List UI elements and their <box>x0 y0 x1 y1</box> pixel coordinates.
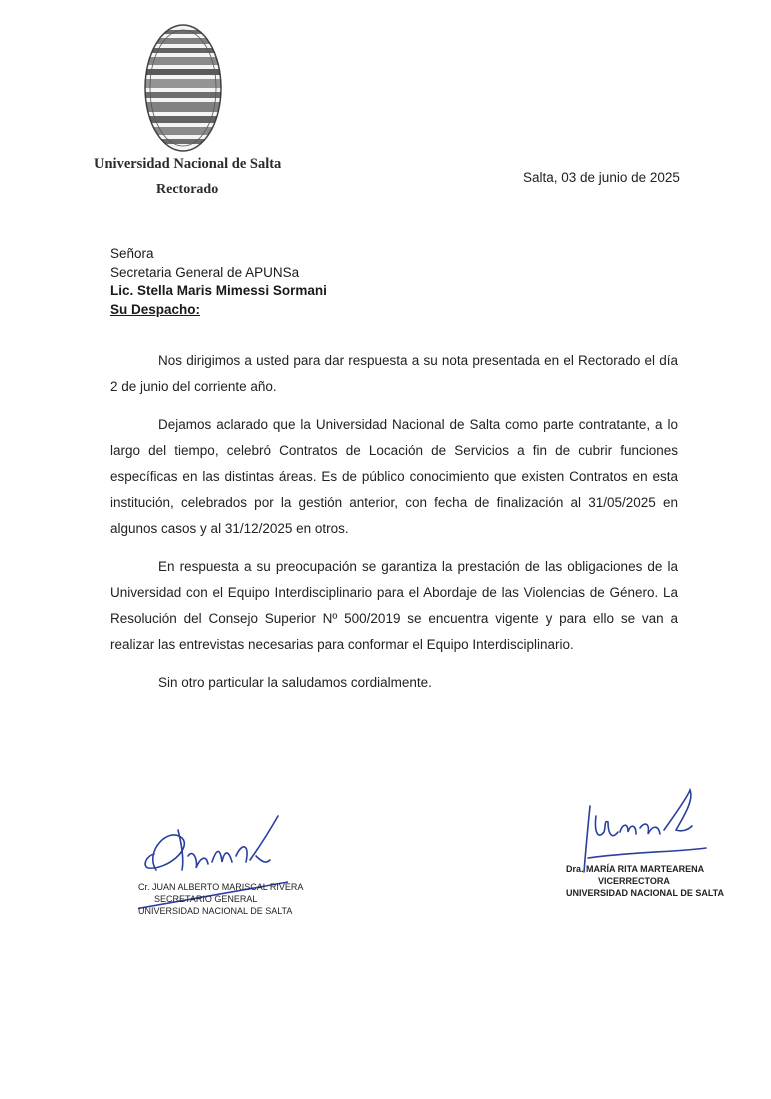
office-name: Rectorado <box>156 182 219 197</box>
signer-title-right: VICERRECTORA <box>598 876 670 886</box>
university-name: Universidad Nacional de Salta <box>94 156 282 172</box>
paragraph: Sin otro particular la saludamos cordialmente. <box>158 675 432 690</box>
letter-date: Salta, 03 de junio de 2025 <box>523 170 680 185</box>
signer-institution-left: UNIVERSIDAD NACIONAL DE SALTA <box>138 906 293 916</box>
addressee-name: Lic. Stella Maris Mimessi Sormani <box>110 283 327 298</box>
addressee-position: Secretaria General de APUNSa <box>110 264 300 280</box>
su-despacho: Su Despacho: <box>110 301 201 317</box>
salutation: Señora <box>110 246 154 261</box>
paragraph: En respuesta a su preocupación se garantiza la prestación de las obligaciones de la Universidad con el Equipo Interdisciplinario para el Abordaje de las Violencias de Género. La Resolución del Consejo Superior Nº 500/2019 se encuentra vigente y para ello se van a realizar las entrevistas necesarias para conformar el Equipo Interdisciplinario. <box>110 559 678 652</box>
paragraph: Dejamos aclarado que la Universidad Nacional de Salta como parte contratante, a lo largo del tiempo, celebró Contratos de Locación de Servicios a fin de cubrir funciones específicas en las distintas áreas. Es de público conocimiento que existen Contratos en esta institución, celebrados por la gestión anterior, con fecha de finalización al 31/05/2025 en algunos casos y al 31/12/2025 en otros. <box>110 417 678 536</box>
signer-institution-right: UNIVERSIDAD NACIONAL DE SALTA <box>566 888 725 898</box>
handwritten-signature-right <box>578 786 708 876</box>
paragraph: Nos dirigimos a usted para dar respuesta a su nota presentada en el Rectorado el día 2 de junio del corriente año. <box>110 353 678 394</box>
university-seal-icon <box>142 22 224 154</box>
signer-title-left: SECRETARIO GENERAL <box>154 894 258 904</box>
signer-name-right: Dra. MARÍA RITA MARTEARENA <box>566 864 705 874</box>
signer-name-left: Cr. JUAN ALBERTO MARISCAL RIVERA <box>138 882 304 892</box>
addressee-block <box>110 245 327 319</box>
letter-body <box>110 348 678 708</box>
